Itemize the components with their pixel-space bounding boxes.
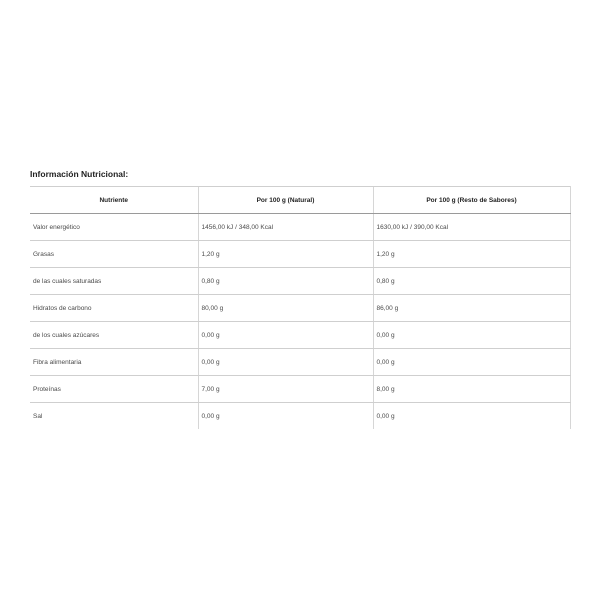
nutrient-name: Fibra alimentaria: [30, 349, 198, 376]
header-natural: Por 100 g (Natural): [198, 187, 373, 214]
table-header-row: [30, 187, 570, 214]
natural-value: 7,00 g: [198, 376, 373, 403]
other-flavors-value: 0,80 g: [373, 268, 570, 295]
table-row: [30, 376, 570, 403]
table-row: [30, 214, 570, 241]
natural-value: 0,00 g: [198, 403, 373, 430]
table-row: [30, 349, 570, 376]
nutrient-name: de los cuales azúcares: [30, 322, 198, 349]
other-flavors-value: 0,00 g: [373, 322, 570, 349]
natural-value: 0,00 g: [198, 322, 373, 349]
table-row: [30, 322, 570, 349]
nutrient-name: Sal: [33, 412, 43, 420]
nutrition-table: [30, 186, 571, 429]
natural-value: 1456,00 kJ / 348,00 Kcal: [198, 214, 373, 241]
natural-value: 80,00 g: [198, 295, 373, 322]
other-flavors-value: 0,00 g: [373, 349, 570, 376]
other-flavors-value: 86,00 g: [373, 295, 570, 322]
other-flavors-value: 1,20 g: [373, 241, 570, 268]
header-other-flavors: Por 100 g (Resto de Sabores): [373, 187, 570, 214]
header-nutrient: Nutriente: [30, 187, 198, 214]
nutrient-name: Valor energético: [30, 214, 198, 241]
section-title: Información Nutricional:: [30, 169, 129, 179]
table-row: [30, 403, 570, 430]
nutrient-name: Hidratos de carbono: [30, 295, 198, 322]
natural-value: 0,80 g: [198, 268, 373, 295]
natural-value: 0,00 g: [198, 349, 373, 376]
natural-value: 1,20 g: [198, 241, 373, 268]
other-flavors-value: 8,00 g: [373, 376, 570, 403]
nutrient-name: de las cuales saturadas: [30, 268, 198, 295]
nutrient-name: Proteínas: [30, 376, 198, 403]
nutrient-name: Grasas: [30, 241, 198, 268]
nutrition-section: [30, 168, 570, 429]
table-row: [30, 295, 570, 322]
other-flavors-value: 0,00 g: [373, 403, 570, 430]
other-flavors-value: 1630,00 kJ / 390,00 Kcal: [373, 214, 570, 241]
table-row: [30, 268, 570, 295]
table-row: [30, 241, 570, 268]
